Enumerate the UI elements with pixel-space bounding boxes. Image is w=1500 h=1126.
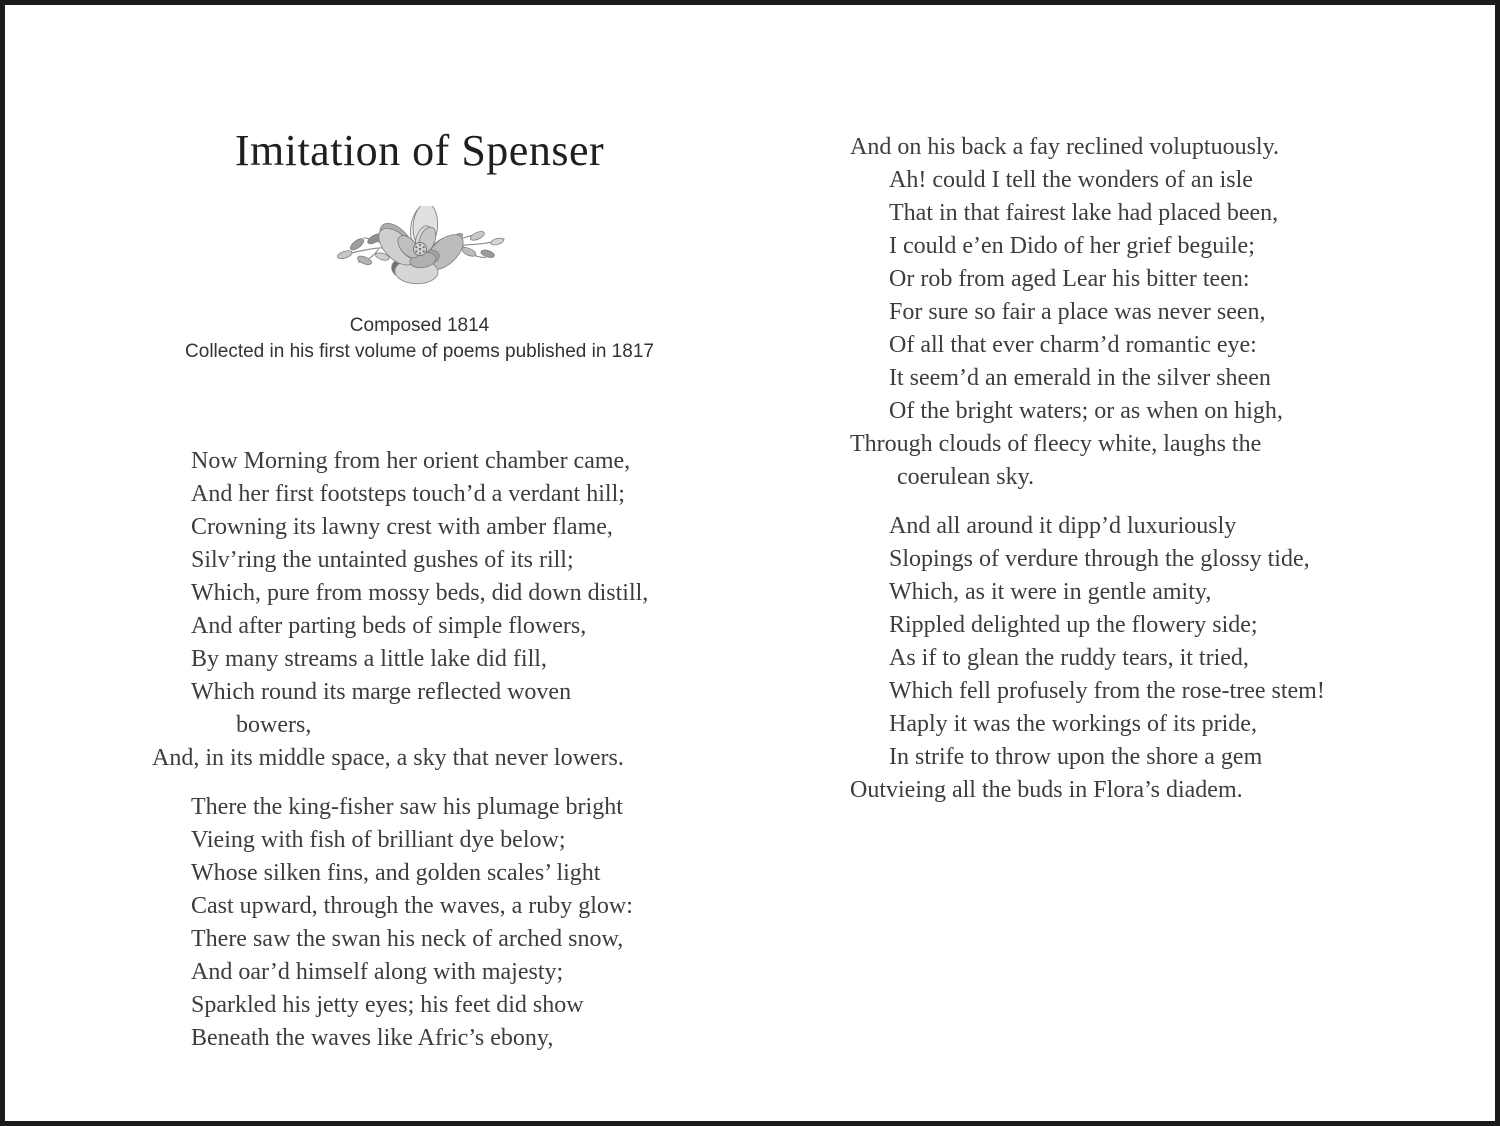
poem-line: Sparkled his jetty eyes; his feet did show [191, 992, 584, 1019]
poem-line: Whose silken fins, and golden scales’ light [191, 860, 601, 887]
composed-note: Composed 1814 [349, 315, 490, 337]
stanza-4 [850, 510, 1430, 807]
poem-line: Crowning its lawny crest with amber flame, [191, 514, 613, 541]
poem-line: Now Morning from her orient chamber came, [191, 448, 631, 475]
poem-line: I could e’en Dido of her grief beguile; [889, 233, 1255, 259]
poem-line: By many streams a little lake did fill, [191, 646, 547, 673]
poem-line: Beneath the waves like Afric’s ebony, [191, 1025, 554, 1052]
poem-line: Ah! could I tell the wonders of an isle [889, 167, 1253, 193]
poem-line: Rippled delighted up the flowery side; [889, 612, 1258, 638]
poem-line: In strife to throw upon the shore a gem [889, 744, 1263, 770]
poem-line: Of the bright waters; or as when on high, [889, 398, 1283, 424]
poem-line: And her first footsteps touch’d a verdant hill; [191, 481, 625, 508]
left-page [152, 5, 687, 1055]
poem-line: As if to glean the ruddy tears, it tried, [889, 645, 1249, 671]
poem-line: Haply it was the workings of its pride, [889, 711, 1257, 737]
poem-line: And all around it dipp’d luxuriously [889, 513, 1237, 539]
poem-line: Through clouds of fleecy white, laughs the [850, 431, 1262, 457]
poem-line: It seem’d an emerald in the silver sheen [889, 365, 1271, 391]
poem-line: And, in its middle space, a sky that never lowers. [152, 745, 624, 772]
poem-line: There saw the swan his neck of arched snow, [191, 926, 624, 953]
poem-line: There the king-fisher saw his plumage bright [191, 794, 623, 821]
poem-line: Which, as it were in gentle amity, [889, 579, 1212, 605]
poem-right-column [850, 131, 1430, 807]
poem-left-column [152, 445, 687, 1055]
poem-line: Vieing with fish of brilliant dye below; [191, 827, 566, 854]
poem-line-wrap: bowers, [236, 712, 312, 739]
poem-line: Outvieing all the buds in Flora’s diadem. [850, 777, 1243, 803]
poem-line: For sure so fair a place was never seen, [889, 299, 1266, 325]
poem-line: Which fell profusely from the rose-tree stem! [889, 678, 1325, 704]
stanza-3 [850, 131, 1430, 494]
poem-line: Cast upward, through the waves, a ruby glow: [191, 893, 633, 920]
poem-line: And after parting beds of simple flowers, [191, 613, 587, 640]
edition-notes [152, 313, 687, 365]
poem-title: Imitation of Spenser [234, 126, 605, 175]
poem-line: And on his back a fay reclined voluptuously. [850, 134, 1280, 160]
stanza-2 [152, 791, 687, 1055]
poem-line: Which round its marge reflected woven [191, 679, 572, 706]
poem-line-wrap: coerulean sky. [897, 464, 1035, 490]
poem-line: That in that fairest lake had placed been, [889, 200, 1279, 226]
right-page [850, 131, 1430, 807]
poem-line: Or rob from aged Lear his bitter teen: [889, 266, 1250, 292]
stanza-1 [152, 445, 687, 775]
poem-line: Slopings of verdure through the glossy tide, [889, 546, 1310, 572]
poem-line: Which, pure from mossy beds, did down distill, [191, 580, 649, 607]
flower-ornament-icon [152, 206, 687, 299]
collected-note: Collected in his first volume of poems published in 1817 [185, 341, 654, 363]
poem-line: Of all that ever charm’d romantic eye: [889, 332, 1257, 358]
poem-line: Silv’ring the untainted gushes of its rill; [191, 547, 574, 574]
poem-line: And oar’d himself along with majesty; [191, 959, 564, 986]
